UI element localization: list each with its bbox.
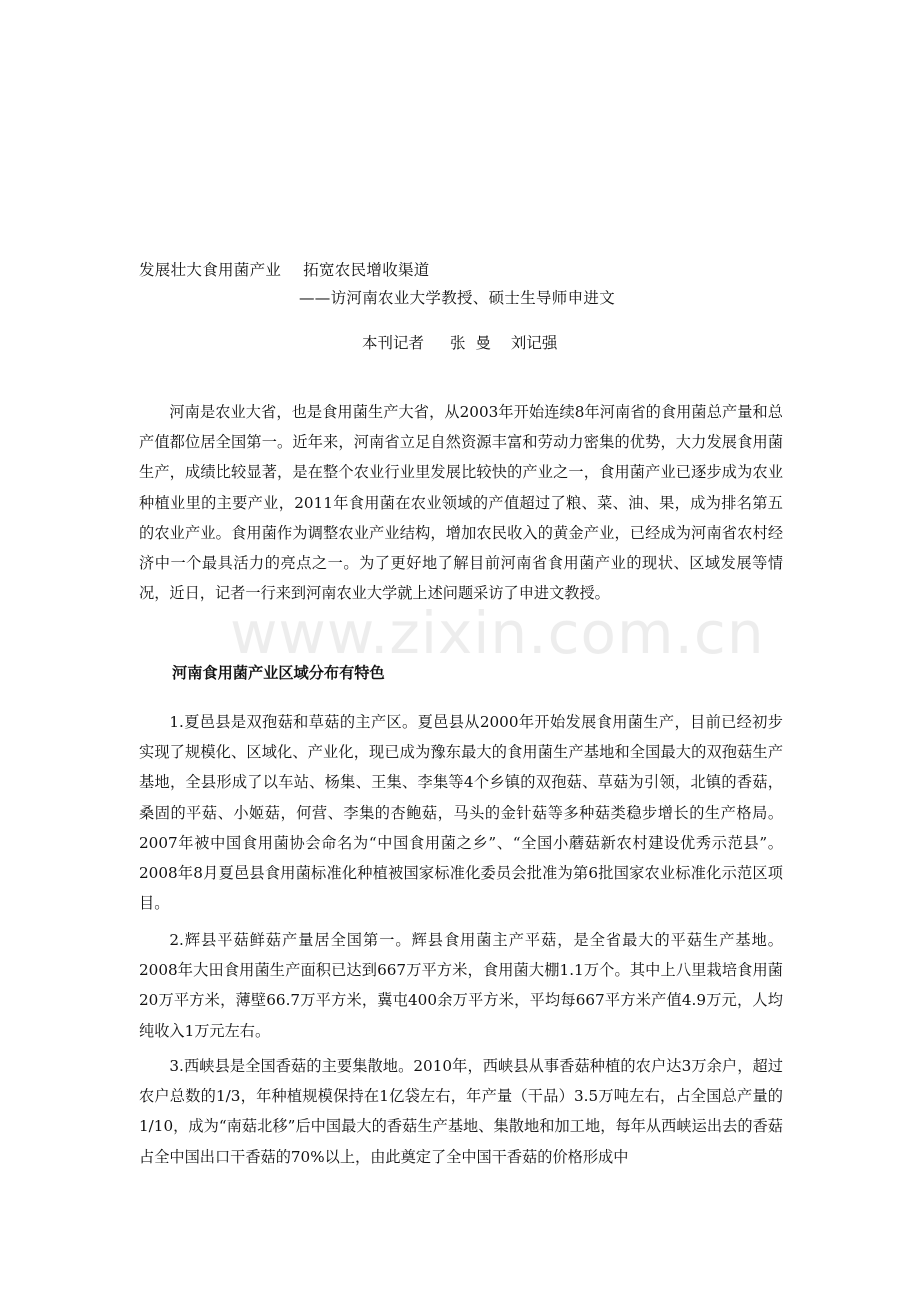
byline-label: 本刊记者 [362,334,425,352]
paragraph-xixia: 3.西峡县是全国香菇的主要集散地。2010年，西峡县从事香菇种植的农户达3万余户，超过农户总数的1/3，年种植规模保持在1亿袋左右，年产量（干品）3.5万吨左右，占全国总产量的1/10，成为“南菇北移”后中国最大的香菇生产基地、集散地和加工地，每年从西峡运出去的香菇占全中国出口干香菇的70%以上，由此奠定了全中国干香菇的价格形成中 [139,1057,783,1166]
section-heading: 河南食用菌产业区域分布有特色 [172,664,385,682]
byline [362,331,557,355]
author-2: 刘记强 [510,334,558,352]
watermark: www.zixin.com.cn [230,599,765,667]
paragraph-huixian: 2.辉县平菇鲜菇产量居全国第一。辉县食用菌主产平菇，是全省最大的平菇生产基地。2008年大田食用菌生产面积已达到667万平方米，食用菌大棚1.1万个。其中上八里栽培食用菌20万平方米，薄壁66.7万平方米，冀屯400余万平方米，平均每667平方米产值4.9万元，人均纯收入1万元左右。 [139,931,783,1040]
paragraph-xiayi: 1.夏邑县是双孢菇和草菇的主产区。夏邑县从2000年开始发展食用菌生产，目前已经初步实现了规模化、区域化、产业化，现已成为豫东最大的食用菌生产基地和全国最大的双孢菇生产基地，全县形成了以车站、杨集、王集、李集等4个乡镇的双孢菇、草菇为引领，北镇的香菇，桑固的平菇、小姬菇，何营、李集的杏鲍菇，马头的金针菇等多种菇类稳步增长的生产格局。2007年被中国食用菌协会命名为“中国食用菌之乡”、“全国小蘑菇新农村建设优秀示范县”。2008年8月夏邑县食用菌标准化种植被国家标准化委员会批准为第6批国家农业标准化示范区项目。 [139,713,783,913]
article-title [139,258,430,282]
author-1: 张 曼 [450,334,491,352]
title-part-1: 发展壮大食用菌产业 [139,261,282,279]
title-part-2: 拓宽农民增收渠道 [303,261,430,279]
paragraph-intro: 河南是农业大省，也是食用菌生产大省，从2003年开始连续8年河南省的食用菌总产量和总产值都位居全国第一。近年来，河南省立足自然资源丰富和劳动力密集的优势，大力发展食用菌生产，成绩比较显著，是在整个农业行业里发展比较快的产业之一，食用菌产业已逐步成为农业种植业里的主要产业，2011年食用菌在农业领域的产值超过了粮、菜、油、果，成为排名第五的农业产业。食用菌作为调整农业产业结构，增加农民收入的黄金产业，已经成为河南省农村经济中一个最具活力的亮点之一。为了更好地了解目前河南省食用菌产业的现状、区域发展等情况，近日，记者一行来到河南农业大学就上述问题采访了申进文教授。 [139,403,783,603]
article-subtitle: ——访河南农业大学教授、硕士生导师申进文 [299,289,616,307]
